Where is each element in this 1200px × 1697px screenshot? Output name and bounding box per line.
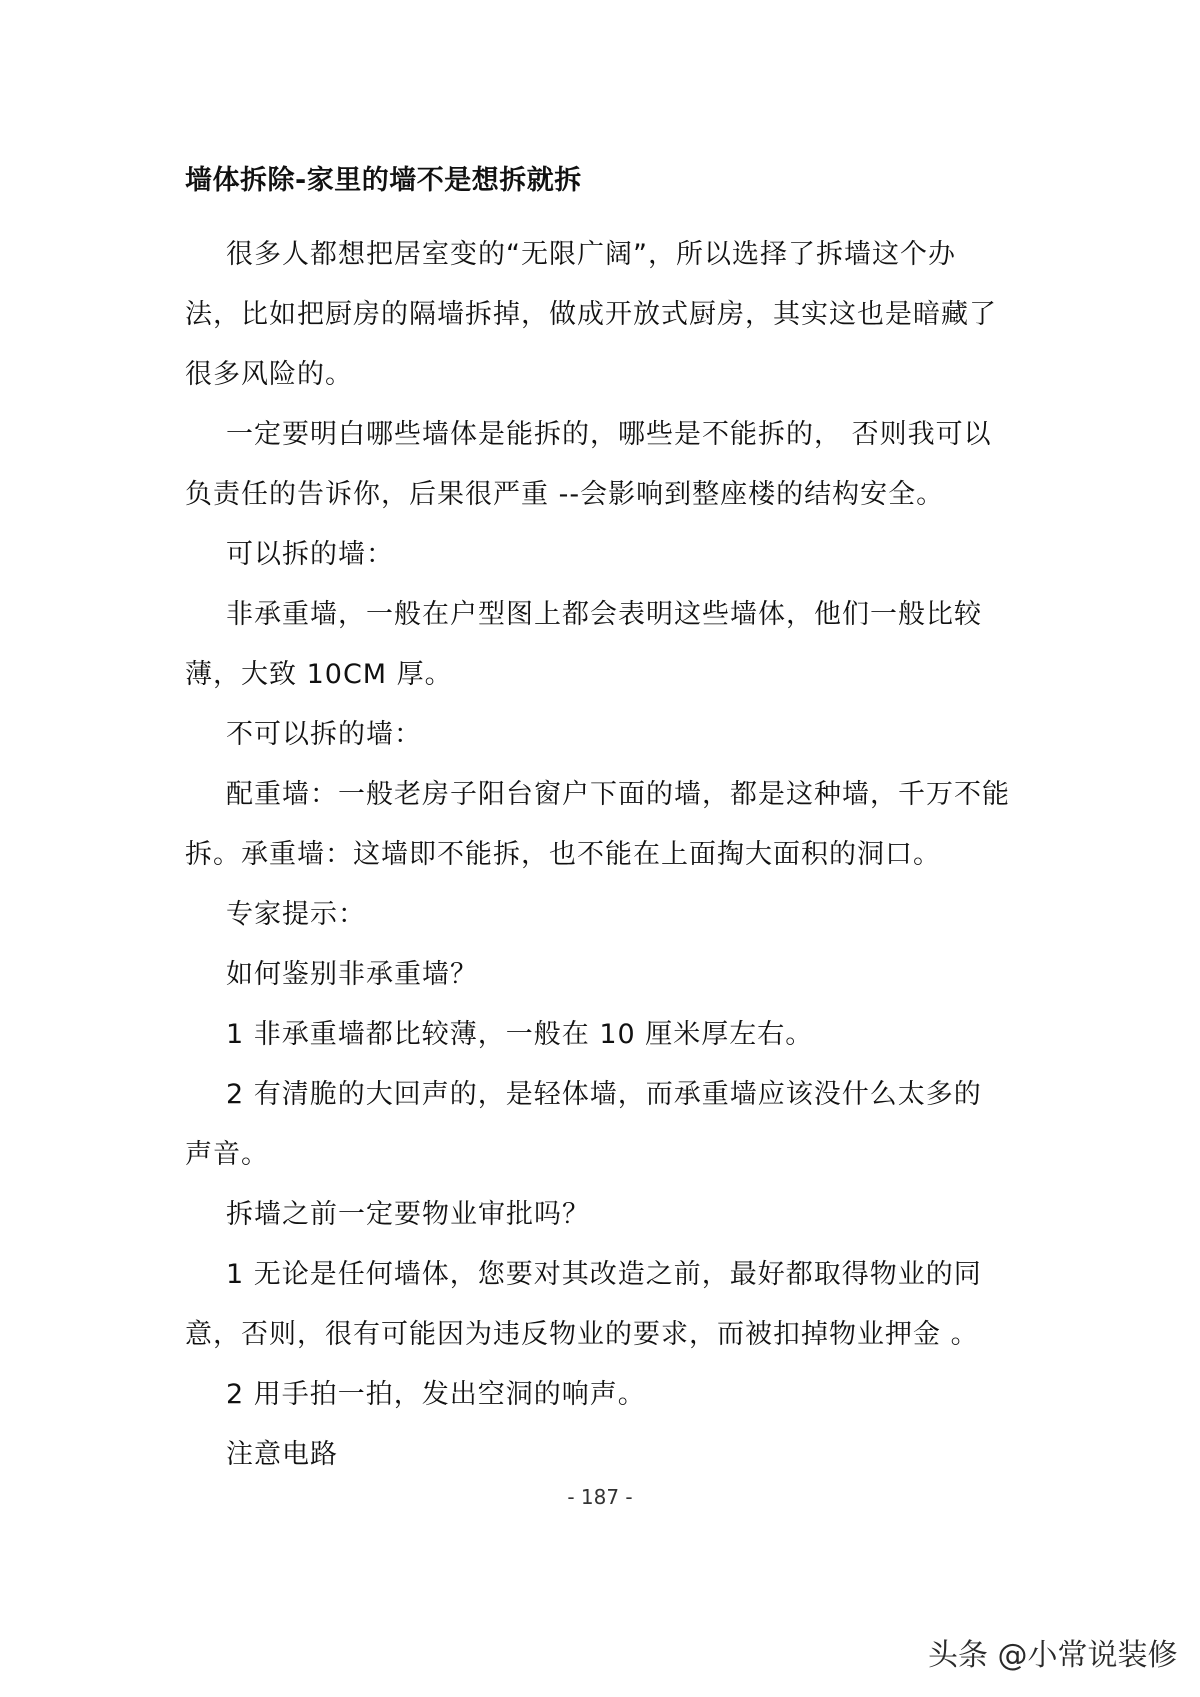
list-item: 1 非承重墙都比较薄，一般在 10 厘米厚左右。 xyxy=(226,1019,814,1050)
paragraph-line: 非承重墙，一般在户型图上都会表明这些墙体，他们一般比较 xyxy=(226,599,982,630)
section-title: 墙体拆除-家里的墙不是想拆就拆 xyxy=(185,165,582,196)
paragraph-line: 很多风险的。 xyxy=(185,359,353,390)
paragraph-line: 法，比如把厨房的隔墙拆掉，做成开放式厨房，其实这也是暗藏了 xyxy=(185,299,997,330)
question-heading: 如何鉴别非承重墙？ xyxy=(226,959,478,990)
list-item: 1 无论是任何墙体，您要对其改造之前，最好都取得物业的同 xyxy=(226,1259,982,1290)
subheading-non-removable-walls: 不可以拆的墙： xyxy=(226,719,422,750)
watermark: 头条 @小常说装修 xyxy=(928,1638,1178,1673)
question-heading: 拆墙之前一定要物业审批吗？ xyxy=(226,1199,590,1230)
page-number: - 187 - xyxy=(567,1485,633,1509)
subheading-removable-walls: 可以拆的墙： xyxy=(226,539,394,570)
paragraph-line: 拆。承重墙：这墙即不能拆，也不能在上面掏大面积的洞口。 xyxy=(185,839,941,870)
paragraph-line: 很多人都想把居室变的“无限广阔”，所以选择了拆墙这个办 xyxy=(226,239,956,270)
subheading-circuit: 注意电路 xyxy=(226,1439,338,1470)
paragraph-line: 薄，大致 10CM 厚。 xyxy=(185,659,453,690)
subheading-expert-tips: 专家提示： xyxy=(226,899,366,930)
list-item: 2 有清脆的大回声的，是轻体墙，而承重墙应该没什么太多的 xyxy=(226,1079,982,1110)
list-item: 2 用手拍一拍，发出空洞的响声。 xyxy=(226,1379,646,1410)
paragraph-line: 配重墙：一般老房子阳台窗户下面的墙，都是这种墙，千万不能 xyxy=(226,779,1010,810)
paragraph-line: 负责任的告诉你，后果很严重 --会影响到整座楼的结构安全。 xyxy=(185,479,945,510)
paragraph-line: 声音。 xyxy=(185,1139,269,1170)
paragraph-line: 一定要明白哪些墙体是能拆的，哪些是不能拆的， 否则我可以 xyxy=(226,419,992,450)
paragraph-line: 意，否则，很有可能因为违反物业的要求，而被扣掉物业押金 。 xyxy=(185,1319,979,1350)
